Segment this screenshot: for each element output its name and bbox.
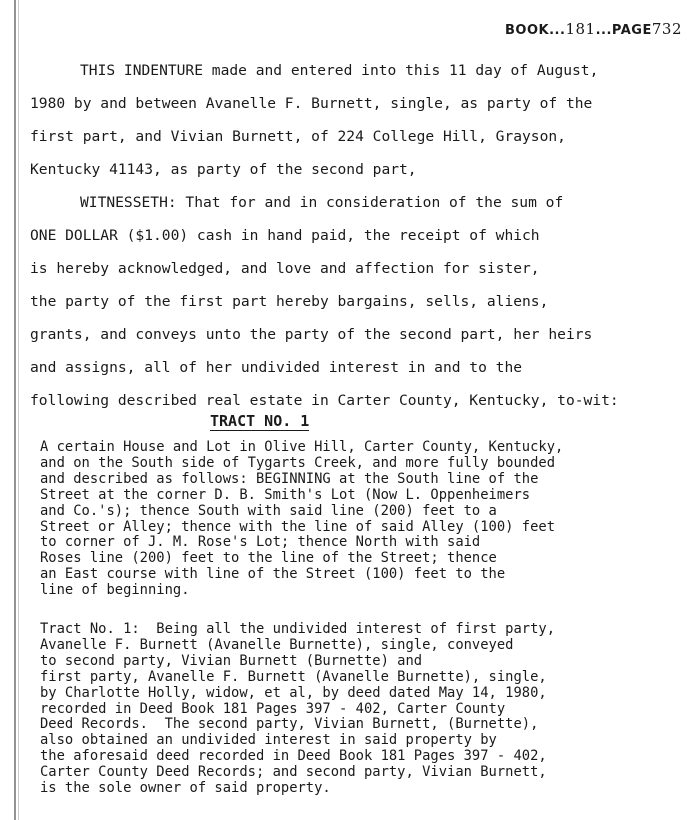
source-line: also obtained an undivided interest in said property by [40, 732, 497, 749]
tract-source-paragraph [40, 622, 680, 797]
page-number: 732 [651, 20, 682, 38]
description-line: to corner of J. M. Rose's Lot; thence North with said [40, 534, 481, 551]
description-line: and Co.'s); thence South with said line (200) feet to a [40, 502, 497, 519]
source-line: Tract No. 1: Being all the undivided interest of first party, [40, 621, 555, 637]
source-line: Deed Records. The second party, Vivian Burnett, (Burnette), [40, 716, 539, 733]
source-line: Carter County Deed Records; and second party, Vivian Burnett, [40, 764, 547, 781]
description-line: and on the South side of Tygarts Creek, and more fully bounded [40, 454, 555, 471]
description-line: Street or Alley; thence with the line of said Alley (100) feet [40, 518, 555, 535]
description-line: Roses line (200) feet to the line of the Street; thence [40, 550, 497, 567]
description-line: an East course with line of the Street (100) feet to the [40, 566, 506, 583]
indenture-paragraph [30, 54, 670, 417]
description-line: A certain House and Lot in Olive Hill, Carter County, Kentucky, [40, 439, 564, 455]
source-line: the aforesaid deed recorded in Deed Book 181 Pages 397 - 402, [40, 748, 547, 765]
book-label: BOOK [505, 23, 550, 38]
source-line: to second party, Vivian Burnett (Burnette) and [40, 652, 423, 669]
book-dots: ... [549, 23, 566, 38]
indenture-line: ONE DOLLAR ($1.00) cash in hand paid, the receipt of which [30, 227, 540, 244]
source-line: first party, Avanelle F. Burnett (Avanelle Burnette), single, [40, 668, 547, 685]
indenture-line: grants, and conveys unto the party of the second part, her heirs [30, 326, 593, 343]
description-line: and described as follows: BEGINNING at the South line of the [40, 470, 539, 487]
source-line: is the sole owner of said property. [40, 780, 331, 797]
indenture-line: following described real estate in Carter County, Kentucky, to-wit: [30, 392, 619, 409]
tract-title: TRACT NO. 1 [210, 412, 310, 430]
indenture-line: 1980 by and between Avanelle F. Burnett, single, as party of the [30, 95, 593, 112]
page-dots: ... [595, 23, 612, 38]
indenture-line: is hereby acknowledged, and love and affection for sister, [30, 260, 540, 277]
tract-description [40, 440, 680, 599]
page-edge-line [14, 0, 16, 820]
page-edge-line-secondary [18, 0, 19, 820]
page-label: PAGE [611, 23, 652, 38]
indenture-line: first part, and Vivian Burnett, of 224 College Hill, Grayson, [30, 128, 566, 145]
indenture-line: and assigns, all of her undivided interest in and to the [30, 359, 523, 376]
source-line: Avanelle F. Burnett (Avanelle Burnette), single, conveyed [40, 636, 514, 653]
indenture-line: THIS INDENTURE made and entered into this 11 day of August, [80, 62, 599, 79]
source-line: by Charlotte Holly, widow, et al, by deed dated May 14, 1980, [40, 684, 547, 701]
description-line: Street at the corner D. B. Smith's Lot (Now L. Oppenheimers [40, 486, 531, 503]
book-number: 181 [565, 20, 596, 38]
indenture-line: the party of the first part hereby bargains, sells, aliens, [30, 293, 549, 310]
source-line: recorded in Deed Book 181 Pages 397 - 402, Carter County [40, 700, 506, 717]
witnesseth-line: WITNESSETH: That for and in consideration of the sum of [80, 194, 564, 211]
description-line: line of beginning. [40, 582, 190, 599]
indenture-line: Kentucky 41143, as party of the second part, [30, 161, 417, 178]
book-page-header [505, 20, 682, 38]
